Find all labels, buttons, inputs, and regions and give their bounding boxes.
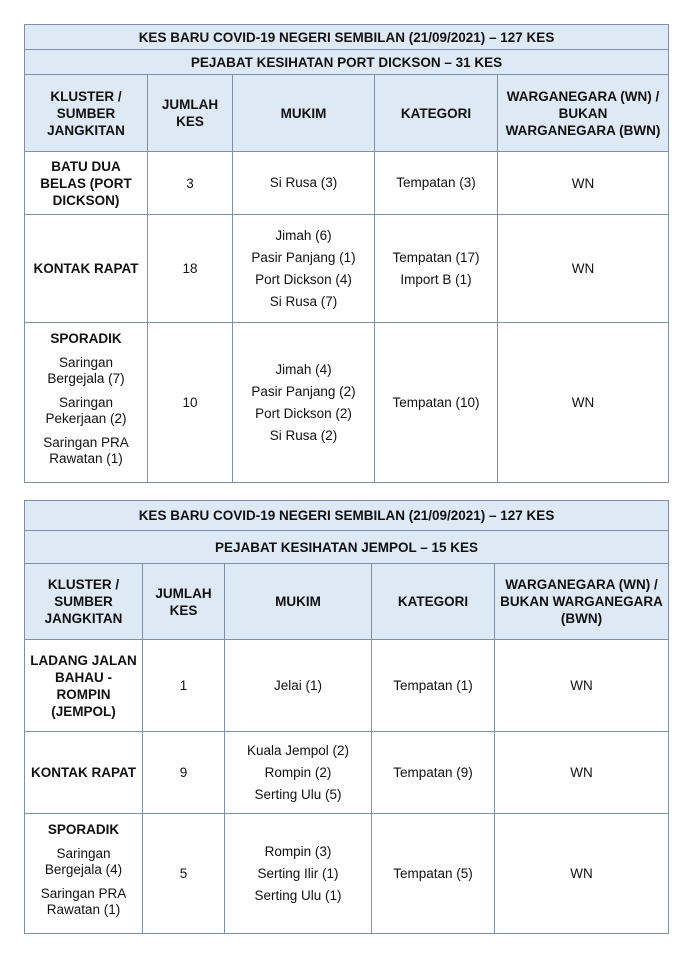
wn-cell: WN [495,814,669,934]
mukim-item: Jimah (4) [275,361,332,377]
mukim-cell [233,152,375,215]
kategori-cell [372,732,495,814]
header-kluster: KLUSTER / SUMBER JANGKITAN [25,564,143,640]
header-kategori: KATEGORI [372,564,495,640]
table-subtitle: PEJABAT KESIHATAN JEMPOL – 15 KES [25,531,669,564]
kluster-sub-item: Saringan Pekerjaan (2) [45,395,127,426]
kluster-title: SPORADIK [47,822,120,837]
kluster-sub-item: Saringan Bergejala (7) [47,355,125,386]
kategori-cell [372,814,495,934]
mukim-item: Pasir Panjang (1) [251,249,356,265]
mukim-item: Rompin (2) [264,764,332,780]
jumlah-cell: 3 [148,152,233,215]
header-jumlah: JUMLAH KES [143,564,225,640]
header-kluster: KLUSTER / SUMBER JANGKITAN [25,75,148,152]
mukim-item: Kuala Jempol (2) [246,742,350,758]
kluster-cell: KONTAK RAPAT [25,732,143,814]
kategori-item: Tempatan (5) [393,865,473,881]
table-row [25,215,669,323]
wn-cell: WN [498,215,669,323]
kategori-item: Tempatan (17) [392,249,480,265]
kategori-cell [375,152,498,215]
kluster-cell: LADANG JALAN BAHAU - ROMPIN (JEMPOL) [25,640,143,732]
mukim-cell [225,640,372,732]
mukim-cell [225,814,372,934]
mukim-item: Serting Ulu (1) [254,887,342,903]
covid-table-port-dickson [24,24,669,483]
mukim-item: Jimah (6) [275,227,332,243]
kategori-item: Tempatan (1) [393,677,473,693]
wn-cell: WN [495,640,669,732]
jumlah-cell: 1 [143,640,225,732]
header-warganegara: WARGANEGARA (WN) / BUKAN WARGANEGARA (BWN) [498,75,669,152]
mukim-item: Si Rusa (7) [269,293,338,309]
table-row [25,640,669,732]
kluster-sub-item: Saringan PRA Rawatan (1) [43,435,129,466]
table-title: KES BARU COVID-19 NEGERI SEMBILAN (21/09/2021) – 127 KES [25,25,669,50]
kategori-cell [372,640,495,732]
table-row [25,732,669,814]
table-row [25,814,669,934]
wn-cell: WN [498,323,669,483]
kategori-cell [375,215,498,323]
mukim-item: Rompin (3) [264,843,332,859]
mukim-item: Jelai (1) [273,677,322,693]
kluster-cell: KONTAK RAPAT [25,215,148,323]
header-jumlah: JUMLAH KES [148,75,233,152]
table-row [25,152,669,215]
mukim-item: Pasir Panjang (2) [251,383,356,399]
header-mukim: MUKIM [225,564,372,640]
jumlah-cell: 5 [143,814,225,934]
jumlah-cell: 9 [143,732,225,814]
kluster-cell [25,323,148,483]
jumlah-cell: 18 [148,215,233,323]
kategori-cell [375,323,498,483]
table-title: KES BARU COVID-19 NEGERI SEMBILAN (21/09/2021) – 127 KES [25,501,669,531]
mukim-cell [225,732,372,814]
wn-cell: WN [495,732,669,814]
jumlah-cell: 10 [148,323,233,483]
wn-cell: WN [498,152,669,215]
mukim-item: Port Dickson (2) [255,405,352,421]
mukim-item: Si Rusa (2) [269,427,338,443]
mukim-cell [233,323,375,483]
mukim-item: Serting Ulu (5) [254,786,342,802]
covid-table-jempol [24,500,669,934]
kategori-item: Import B (1) [400,271,472,287]
mukim-cell [233,215,375,323]
kategori-item: Tempatan (3) [396,175,476,190]
header-kategori: KATEGORI [375,75,498,152]
kluster-sub-item: Saringan Bergejala (4) [44,846,123,877]
table-subtitle: PEJABAT KESIHATAN PORT DICKSON – 31 KES [25,50,669,75]
kluster-cell [25,814,143,934]
table-row [25,323,669,483]
header-mukim: MUKIM [233,75,375,152]
kluster-sub-item: Saringan PRA Rawatan (1) [40,886,127,917]
kluster-title: SPORADIK [50,331,122,346]
kluster-cell: BATU DUA BELAS (PORT DICKSON) [25,152,148,215]
kategori-item: Tempatan (9) [393,764,473,780]
mukim-item: Serting Ilir (1) [257,865,339,881]
header-warganegara: WARGANEGARA (WN) / BUKAN WARGANEGARA (BWN) [495,564,669,640]
kategori-item: Tempatan (10) [392,394,480,410]
mukim-item: Port Dickson (4) [255,271,352,287]
mukim-item: Si Rusa (3) [269,175,338,190]
